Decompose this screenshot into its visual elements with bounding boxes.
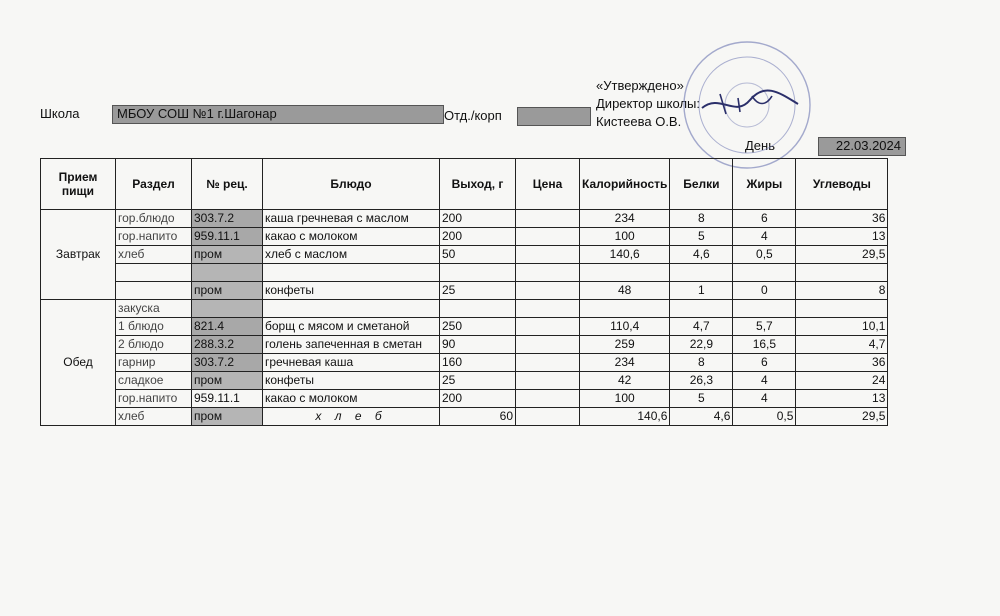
section-cell: закуска — [116, 300, 192, 318]
col-price: Цена — [516, 159, 580, 210]
menu-table — [40, 158, 888, 426]
recipe-cell: 288.3.2 — [192, 336, 263, 354]
director-name: Кистеева О.В. — [596, 114, 682, 129]
kcal-cell: 234 — [580, 354, 670, 372]
table-row — [41, 354, 888, 372]
protein-cell: 26,3 — [670, 372, 733, 390]
section-cell: сладкое — [116, 372, 192, 390]
school-name-field: МБОУ СОШ №1 г.Шагонар — [112, 105, 444, 124]
price-cell — [516, 246, 580, 264]
protein-cell: 4,6 — [670, 408, 733, 426]
section-cell: хлеб — [116, 408, 192, 426]
fat-cell — [733, 300, 796, 318]
table-row — [41, 264, 888, 282]
carbs-cell: 13 — [796, 228, 888, 246]
price-cell — [516, 282, 580, 300]
protein-cell: 5 — [670, 228, 733, 246]
weight-cell: 25 — [440, 282, 516, 300]
col-protein: Белки — [670, 159, 733, 210]
recipe-cell: пром — [192, 246, 263, 264]
fat-cell: 0,5 — [733, 408, 796, 426]
fat-cell: 0 — [733, 282, 796, 300]
price-cell — [516, 354, 580, 372]
carbs-cell — [796, 300, 888, 318]
carbs-cell: 36 — [796, 354, 888, 372]
dish-cell — [263, 300, 440, 318]
section-cell: 2 блюдо — [116, 336, 192, 354]
fat-cell: 0,5 — [733, 246, 796, 264]
carbs-cell: 13 — [796, 390, 888, 408]
dish-cell: какао с молоком — [263, 228, 440, 246]
dish-cell: хлеб с маслом — [263, 246, 440, 264]
weight-cell: 200 — [440, 210, 516, 228]
dish-cell: каша гречневая с маслом — [263, 210, 440, 228]
protein-cell: 8 — [670, 354, 733, 372]
fat-cell: 4 — [733, 372, 796, 390]
carbs-cell: 4,7 — [796, 336, 888, 354]
protein-cell: 8 — [670, 210, 733, 228]
section-cell: гарнир — [116, 354, 192, 372]
recipe-cell: 303.7.2 — [192, 210, 263, 228]
fat-cell: 16,5 — [733, 336, 796, 354]
weight-cell: 200 — [440, 228, 516, 246]
weight-cell — [440, 300, 516, 318]
meal-name: Завтрак — [41, 210, 116, 300]
kcal-cell: 110,4 — [580, 318, 670, 336]
price-cell — [516, 318, 580, 336]
recipe-cell: пром — [192, 282, 263, 300]
dish-cell: борщ с мясом и сметаной — [263, 318, 440, 336]
table-row — [41, 390, 888, 408]
protein-cell: 4,6 — [670, 246, 733, 264]
school-label: Школа — [40, 106, 80, 121]
recipe-cell: 821.4 — [192, 318, 263, 336]
protein-cell: 5 — [670, 390, 733, 408]
official-stamp — [680, 38, 815, 173]
weight-cell: 60 — [440, 408, 516, 426]
dish-cell: конфеты — [263, 282, 440, 300]
fat-cell — [733, 264, 796, 282]
kcal-cell: 259 — [580, 336, 670, 354]
table-row — [41, 282, 888, 300]
carbs-cell: 8 — [796, 282, 888, 300]
recipe-cell: 959.11.1 — [192, 390, 263, 408]
meal-name: Обед — [41, 300, 116, 426]
recipe-cell: пром — [192, 408, 263, 426]
kcal-cell — [580, 264, 670, 282]
section-cell: гор.напито — [116, 228, 192, 246]
weight-cell: 90 — [440, 336, 516, 354]
col-section: Раздел — [116, 159, 192, 210]
kcal-cell — [580, 300, 670, 318]
section-cell: гор.блюдо — [116, 210, 192, 228]
director-label: Директор школы: — [596, 96, 700, 111]
protein-cell: 4,7 — [670, 318, 733, 336]
protein-cell — [670, 300, 733, 318]
weight-cell: 160 — [440, 354, 516, 372]
carbs-cell: 29,5 — [796, 408, 888, 426]
dish-cell: гречневая каша — [263, 354, 440, 372]
price-cell — [516, 210, 580, 228]
price-cell — [516, 372, 580, 390]
kcal-cell: 48 — [580, 282, 670, 300]
table-row — [41, 318, 888, 336]
carbs-cell: 36 — [796, 210, 888, 228]
kcal-cell: 234 — [580, 210, 670, 228]
protein-cell: 1 — [670, 282, 733, 300]
price-cell — [516, 390, 580, 408]
recipe-cell — [192, 300, 263, 318]
section-cell: 1 блюдо — [116, 318, 192, 336]
table-row — [41, 336, 888, 354]
table-row — [41, 372, 888, 390]
day-label: День — [745, 138, 775, 153]
price-cell — [516, 264, 580, 282]
protein-cell — [670, 264, 733, 282]
branch-field — [517, 107, 591, 126]
dish-cell: конфеты — [263, 372, 440, 390]
price-cell — [516, 228, 580, 246]
table-header-row — [41, 159, 888, 210]
fat-cell: 4 — [733, 228, 796, 246]
approved-label: «Утверждено» — [596, 78, 684, 93]
branch-label: Отд./корп — [444, 108, 502, 123]
weight-cell: 200 — [440, 390, 516, 408]
dish-cell: х л е б — [263, 408, 440, 426]
carbs-cell — [796, 264, 888, 282]
fat-cell: 6 — [733, 210, 796, 228]
table-row — [41, 228, 888, 246]
dish-cell — [263, 264, 440, 282]
section-cell: хлеб — [116, 246, 192, 264]
kcal-cell: 140,6 — [580, 408, 670, 426]
fat-cell: 6 — [733, 354, 796, 372]
table-row — [41, 300, 888, 318]
dish-cell: какао с молоком — [263, 390, 440, 408]
weight-cell: 25 — [440, 372, 516, 390]
kcal-cell: 100 — [580, 228, 670, 246]
col-weight: Выход, г — [440, 159, 516, 210]
carbs-cell: 29,5 — [796, 246, 888, 264]
recipe-cell: 959.11.1 — [192, 228, 263, 246]
kcal-cell: 42 — [580, 372, 670, 390]
section-cell — [116, 264, 192, 282]
carbs-cell: 24 — [796, 372, 888, 390]
recipe-cell — [192, 264, 263, 282]
kcal-cell: 100 — [580, 390, 670, 408]
section-cell — [116, 282, 192, 300]
table-row — [41, 210, 888, 228]
dish-cell: голень запеченная в сметан — [263, 336, 440, 354]
table-row — [41, 408, 888, 426]
col-meal: Прием пищи — [41, 159, 116, 210]
date-field: 22.03.2024 — [818, 137, 906, 156]
recipe-cell: пром — [192, 372, 263, 390]
carbs-cell: 10,1 — [796, 318, 888, 336]
col-fat: Жиры — [733, 159, 796, 210]
table-row — [41, 246, 888, 264]
price-cell — [516, 408, 580, 426]
protein-cell: 22,9 — [670, 336, 733, 354]
fat-cell: 5,7 — [733, 318, 796, 336]
price-cell — [516, 336, 580, 354]
section-cell: гор.напито — [116, 390, 192, 408]
col-recipe: № рец. — [192, 159, 263, 210]
recipe-cell: 303.7.2 — [192, 354, 263, 372]
kcal-cell: 140,6 — [580, 246, 670, 264]
price-cell — [516, 300, 580, 318]
weight-cell: 250 — [440, 318, 516, 336]
col-dish: Блюдо — [263, 159, 440, 210]
col-kcal: Калорийность — [580, 159, 670, 210]
fat-cell: 4 — [733, 390, 796, 408]
weight-cell: 50 — [440, 246, 516, 264]
col-carbs: Углеводы — [796, 159, 888, 210]
weight-cell — [440, 264, 516, 282]
